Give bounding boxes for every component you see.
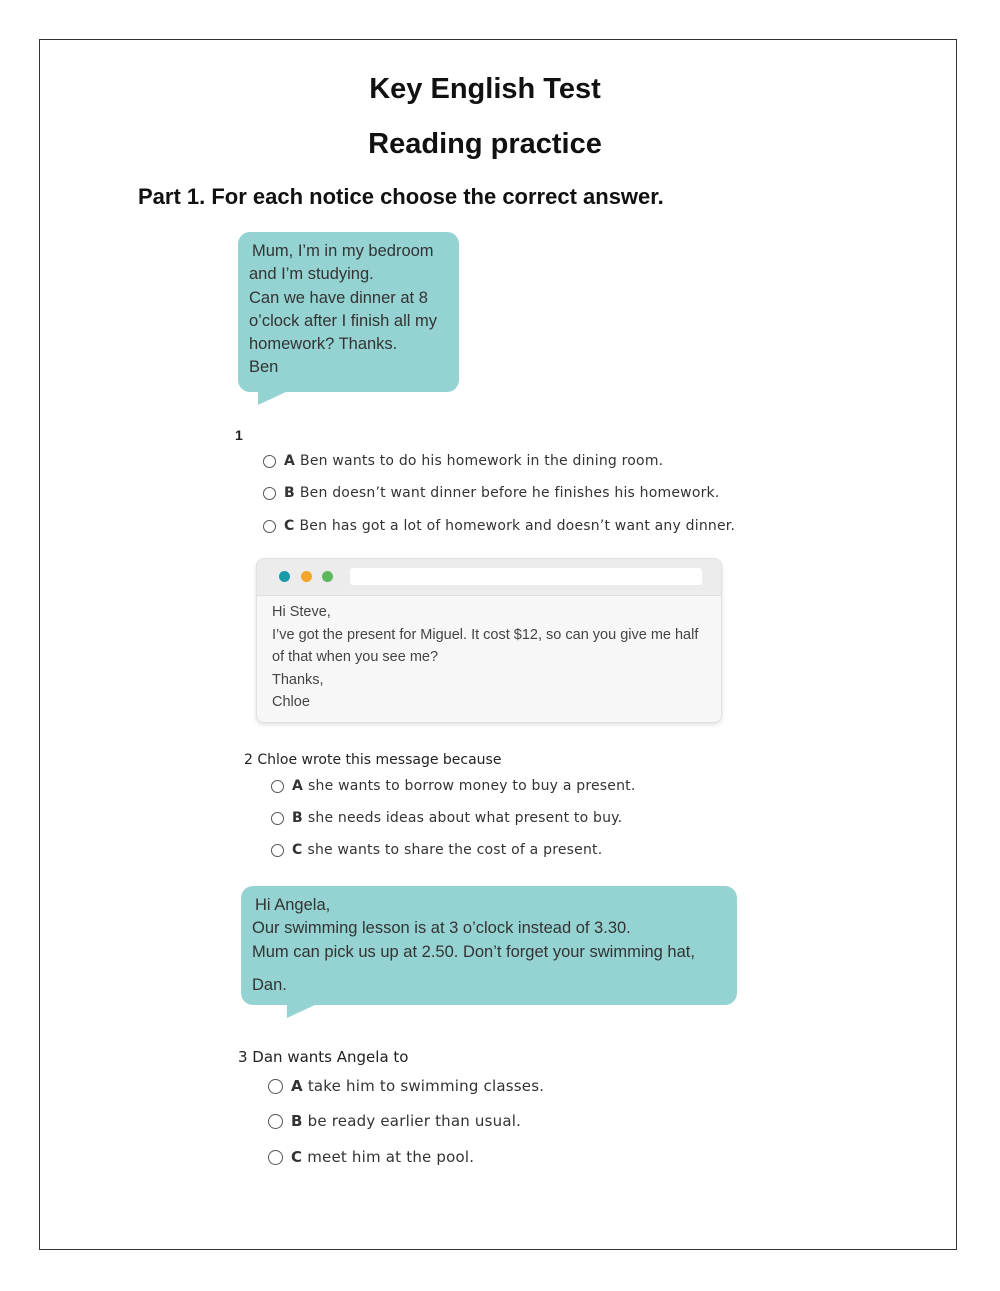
option-text: she wants to borrow money to buy a present. bbox=[308, 778, 636, 794]
question-3-option-c[interactable] bbox=[268, 1148, 474, 1166]
window-dot-green-icon bbox=[322, 571, 333, 582]
option-text: take him to swimming classes. bbox=[307, 1077, 545, 1095]
notice-2-message-window bbox=[256, 558, 722, 723]
radio-button-icon[interactable] bbox=[263, 455, 276, 468]
notice-3-speech-bubble bbox=[241, 886, 737, 1005]
option-letter: B bbox=[291, 1112, 303, 1130]
notice-3-line: Dan. bbox=[252, 975, 287, 994]
message-line: Thanks, bbox=[272, 671, 324, 688]
notice-1-bubble-tail bbox=[258, 391, 288, 405]
radio-button-icon[interactable] bbox=[268, 1114, 283, 1129]
message-line: Hi Steve, bbox=[272, 604, 331, 620]
option-text: she wants to share the cost of a present. bbox=[307, 842, 603, 858]
notice-3-bubble-tail bbox=[287, 1004, 317, 1018]
message-body bbox=[257, 596, 721, 714]
radio-button-icon[interactable] bbox=[263, 520, 276, 533]
message-line: Chloe bbox=[272, 694, 310, 710]
option-text: meet him at the pool. bbox=[307, 1148, 475, 1166]
option-letter: C bbox=[292, 842, 303, 858]
option-letter: C bbox=[284, 518, 295, 534]
radio-button-icon[interactable] bbox=[271, 844, 284, 857]
window-dot-blue-icon bbox=[279, 571, 290, 582]
radio-button-icon[interactable] bbox=[271, 812, 284, 825]
radio-button-icon[interactable] bbox=[268, 1150, 283, 1165]
option-text: Ben wants to do his homework in the dining room. bbox=[300, 453, 664, 469]
window-title-bar bbox=[257, 559, 721, 596]
notice-1-line: o’clock after I finish all my bbox=[249, 311, 437, 330]
notice-3-line: Hi Angela, bbox=[255, 896, 331, 914]
radio-button-icon[interactable] bbox=[263, 487, 276, 500]
page-subtitle: Reading practice bbox=[368, 128, 602, 160]
notice-1-line: Mum, I’m in my bedroom bbox=[252, 242, 434, 260]
question-1-number: 1 bbox=[235, 427, 243, 443]
message-line: I’ve got the present for Miguel. It cost $12, so can you give me half bbox=[272, 626, 699, 643]
question-2-prompt: 2 Chloe wrote this message because bbox=[244, 752, 502, 768]
part-instruction: Part 1. For each notice choose the correct answer. bbox=[138, 184, 664, 209]
option-letter: A bbox=[284, 453, 296, 469]
notice-3-line: Mum can pick us up at 2.50. Don’t forget your swimming hat, bbox=[252, 942, 695, 961]
option-text: be ready earlier than usual. bbox=[307, 1112, 522, 1130]
radio-button-icon[interactable] bbox=[271, 780, 284, 793]
notice-1-line: homework? Thanks. bbox=[249, 335, 398, 354]
question-2-option-b[interactable] bbox=[271, 810, 622, 826]
option-letter: B bbox=[292, 810, 303, 826]
question-1-option-a[interactable] bbox=[263, 453, 663, 469]
question-2-option-a[interactable] bbox=[271, 778, 636, 794]
question-3-option-a[interactable] bbox=[268, 1077, 544, 1095]
question-1-option-b[interactable] bbox=[263, 485, 720, 501]
option-letter: C bbox=[291, 1148, 303, 1166]
notice-1-speech-bubble bbox=[238, 232, 459, 392]
message-line: of that when you see me? bbox=[272, 649, 439, 665]
question-3-prompt: 3 Dan wants Angela to bbox=[238, 1048, 409, 1066]
notice-1-line: and I’m studying. bbox=[249, 265, 374, 284]
option-letter: A bbox=[292, 778, 304, 794]
option-text: Ben has got a lot of homework and doesn’t want any dinner. bbox=[299, 518, 736, 534]
radio-button-icon[interactable] bbox=[268, 1079, 283, 1094]
option-letter: A bbox=[291, 1077, 303, 1095]
window-address-bar bbox=[350, 568, 702, 585]
question-1-option-c[interactable] bbox=[263, 518, 735, 534]
notice-1-line: Ben bbox=[249, 358, 279, 377]
page-title: Key English Test bbox=[369, 73, 601, 105]
option-text: she needs ideas about what present to buy. bbox=[307, 810, 623, 826]
window-dot-orange-icon bbox=[301, 571, 312, 582]
notice-1-line: Can we have dinner at 8 bbox=[249, 288, 428, 307]
option-text: Ben doesn’t want dinner before he finishes his homework. bbox=[299, 485, 720, 501]
notice-3-line: Our swimming lesson is at 3 o’clock instead of 3.30. bbox=[252, 919, 631, 938]
question-3-option-b[interactable] bbox=[268, 1112, 521, 1130]
question-2-option-c[interactable] bbox=[271, 842, 602, 858]
option-letter: B bbox=[284, 485, 295, 501]
